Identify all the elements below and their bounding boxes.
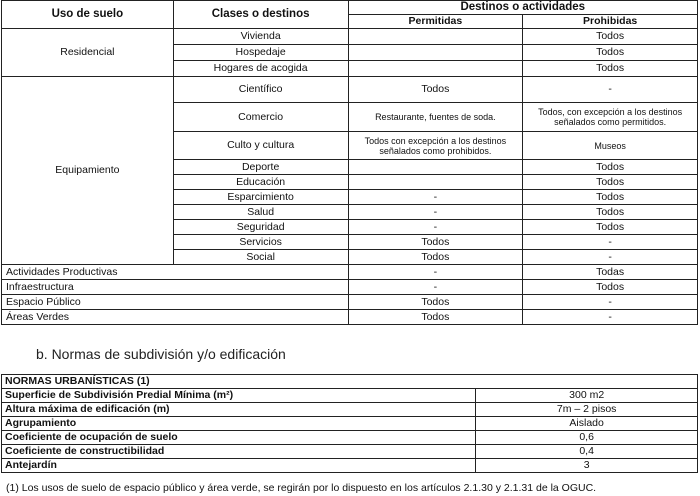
- norm-label-antejardin: Antejardín: [2, 459, 476, 473]
- clase-culto-cultura: Culto y cultura: [173, 132, 348, 160]
- prohibidas-cientifico: -: [523, 77, 698, 103]
- clase-cientifico: Científico: [173, 77, 348, 103]
- prohibidas-areas-verdes: -: [523, 310, 698, 325]
- permitidas-culto-cultura: Todos con excepción a los destinos señalados como prohibidos.: [348, 132, 523, 160]
- uso-equipamiento: Equipamiento: [2, 77, 174, 265]
- prohibidas-esparcimiento: Todos: [523, 190, 698, 205]
- norm-value-constructibilidad: 0,4: [476, 445, 698, 459]
- norm-label-agrupamiento: Agrupamiento: [2, 417, 476, 431]
- prohibidas-infraestructura: Todos: [523, 280, 698, 295]
- permitidas-hospedaje: [348, 45, 523, 61]
- permitidas-comercio: Restaurante, fuentes de soda.: [348, 103, 523, 132]
- permitidas-social: Todos: [348, 250, 523, 265]
- clase-hospedaje: Hospedaje: [173, 45, 348, 61]
- permitidas-vivienda: [348, 29, 523, 45]
- land-use-table: [1, 0, 698, 325]
- prohibidas-vivienda: Todos: [523, 29, 698, 45]
- norm-value-ocupacion: 0,6: [476, 431, 698, 445]
- permitidas-educacion: [348, 175, 523, 190]
- prohibidas-culto-cultura: Museos: [523, 132, 698, 160]
- permitidas-espacio-publico: Todos: [348, 295, 523, 310]
- permitidas-esparcimiento: -: [348, 190, 523, 205]
- uso-espacio-publico: Espacio Público: [2, 295, 349, 310]
- permitidas-deporte: [348, 160, 523, 175]
- header-permitidas: Permitidas: [348, 15, 523, 29]
- footnote: (1) Los usos de suelo de espacio público y área verde, se regirán por lo dispuesto en los artículos 2.1.30 y 2.1.31 de la OGUC.: [6, 482, 597, 494]
- prohibidas-educacion: Todos: [523, 175, 698, 190]
- norm-label-constructibilidad: Coeficiente de constructibilidad: [2, 445, 476, 459]
- norms-table: [1, 374, 698, 473]
- uso-actividades-productivas: Actividades Productivas: [2, 265, 349, 280]
- norm-value-antejardin: 3: [476, 459, 698, 473]
- norm-value-altura: 7m – 2 pisos: [476, 403, 698, 417]
- header-uso-suelo: Uso de suelo: [2, 1, 174, 29]
- clase-servicios: Servicios: [173, 235, 348, 250]
- norms-header: NORMAS URBANÍSTICAS (1): [2, 375, 698, 389]
- permitidas-actividades-productivas: -: [348, 265, 523, 280]
- prohibidas-seguridad: Todos: [523, 220, 698, 235]
- prohibidas-salud: Todos: [523, 205, 698, 220]
- header-prohibidas: Prohibidas: [523, 15, 698, 29]
- permitidas-seguridad: -: [348, 220, 523, 235]
- uso-areas-verdes: Áreas Verdes: [2, 310, 349, 325]
- uso-residencial: Residencial: [2, 29, 174, 77]
- norm-label-ocupacion: Coeficiente de ocupación de suelo: [2, 431, 476, 445]
- clase-hogares-acogida: Hogares de acogida: [173, 61, 348, 77]
- permitidas-salud: -: [348, 205, 523, 220]
- section-subtitle: b. Normas de subdivisión y/o edificación: [36, 346, 286, 362]
- permitidas-infraestructura: -: [348, 280, 523, 295]
- clase-comercio: Comercio: [173, 103, 348, 132]
- prohibidas-social: -: [523, 250, 698, 265]
- permitidas-hogares-acogida: [348, 61, 523, 77]
- norm-label-altura: Altura máxima de edificación (m): [2, 403, 476, 417]
- header-clases-destinos: Clases o destinos: [173, 1, 348, 29]
- permitidas-servicios: Todos: [348, 235, 523, 250]
- header-destinos-actividades: Destinos o actividades: [348, 1, 698, 15]
- clase-vivienda: Vivienda: [173, 29, 348, 45]
- prohibidas-servicios: -: [523, 235, 698, 250]
- permitidas-cientifico: Todos: [348, 77, 523, 103]
- norm-label-superficie: Superficie de Subdivisión Predial Mínima (m²): [2, 389, 476, 403]
- norm-value-agrupamiento: Aislado: [476, 417, 698, 431]
- norm-value-superficie: 300 m2: [476, 389, 698, 403]
- prohibidas-comercio: Todos, con excepción a los destinos señalados como permitidos.: [523, 103, 698, 132]
- prohibidas-hogares-acogida: Todos: [523, 61, 698, 77]
- prohibidas-actividades-productivas: Todas: [523, 265, 698, 280]
- clase-educacion: Educación: [173, 175, 348, 190]
- clase-salud: Salud: [173, 205, 348, 220]
- uso-infraestructura: Infraestructura: [2, 280, 349, 295]
- permitidas-areas-verdes: Todos: [348, 310, 523, 325]
- clase-deporte: Deporte: [173, 160, 348, 175]
- prohibidas-deporte: Todos: [523, 160, 698, 175]
- prohibidas-espacio-publico: -: [523, 295, 698, 310]
- clase-seguridad: Seguridad: [173, 220, 348, 235]
- clase-social: Social: [173, 250, 348, 265]
- prohibidas-hospedaje: Todos: [523, 45, 698, 61]
- clase-esparcimiento: Esparcimiento: [173, 190, 348, 205]
